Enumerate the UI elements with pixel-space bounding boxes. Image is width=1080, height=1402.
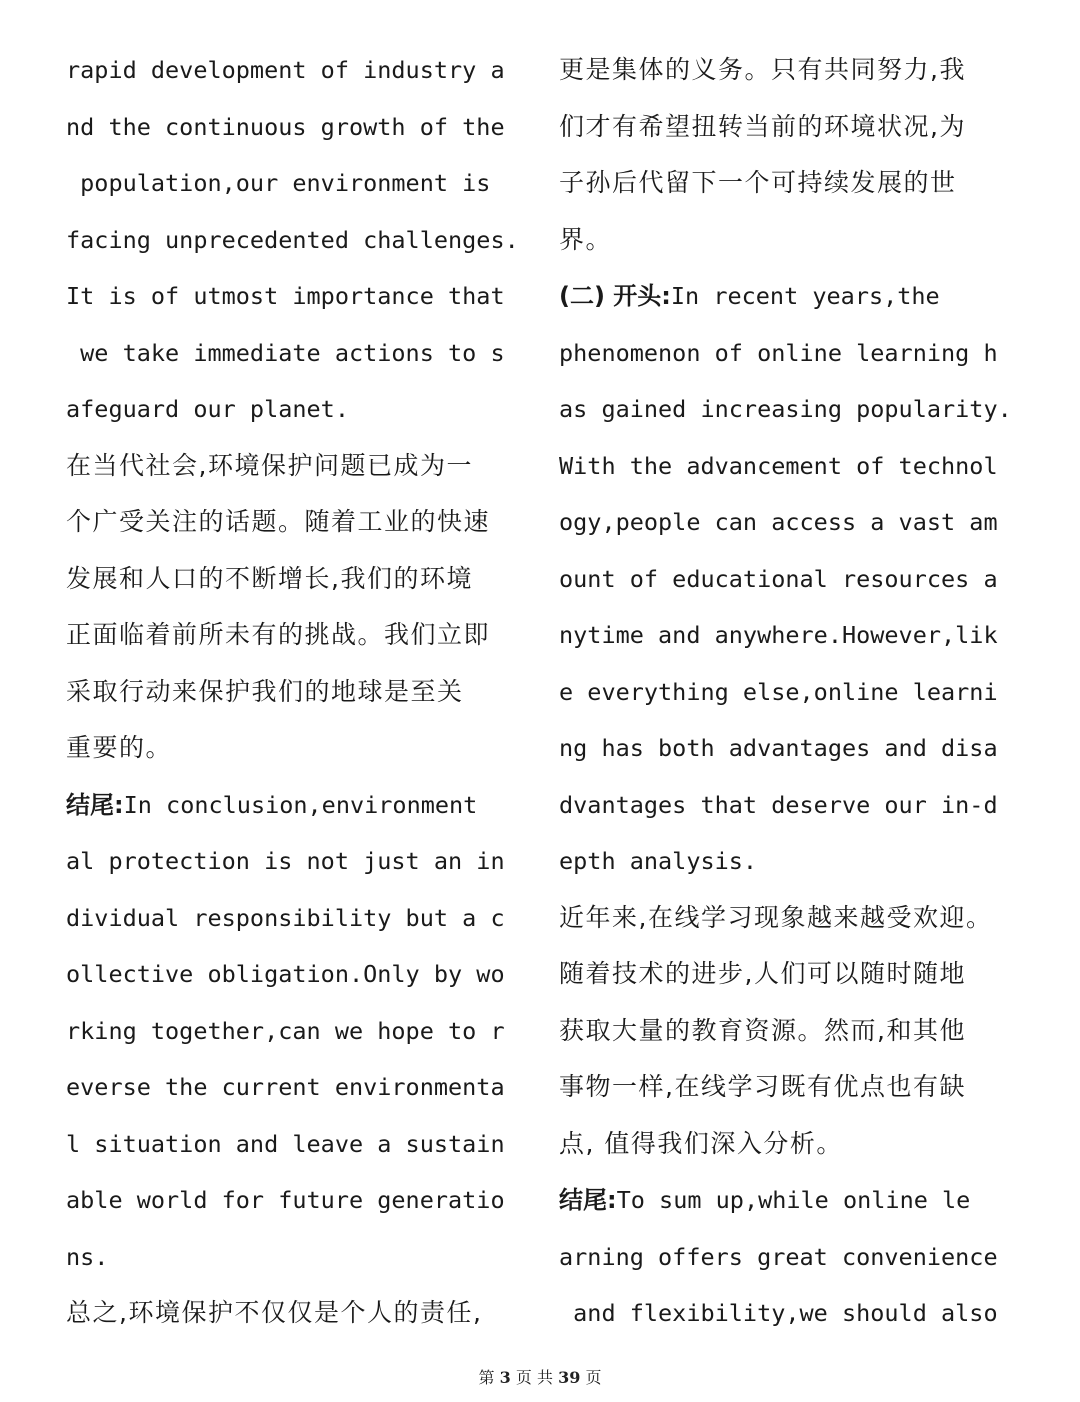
- text-line-zh: 更是集体的义务。只有共同努力,我: [559, 55, 966, 84]
- text-span: To sum up,while online le: [616, 1186, 971, 1214]
- text-line: e everything else,online learni: [559, 677, 998, 706]
- text-line: al protection is not just an in: [66, 847, 505, 875]
- text-line: phenomenon of online learning h: [559, 338, 998, 367]
- left-column: [66, 42, 536, 1342]
- text-line-zh: 正面临着前所未有的挑战。我们立即: [66, 620, 491, 649]
- text-line: afeguard our planet.: [66, 395, 349, 423]
- conclusion-heading-line: [559, 1172, 1037, 1229]
- text-line-zh: 重要的。: [66, 733, 173, 762]
- text-line: With the advancement of technol: [559, 451, 998, 480]
- text-line: we take immediate actions to s: [66, 338, 505, 367]
- section-heading-line: [559, 268, 1037, 325]
- text-line: rapid development of industry a: [66, 56, 505, 84]
- section2-label: (二) 开头:: [559, 282, 671, 310]
- text-line-zh: 子孙后代留下一个可持续发展的世: [559, 168, 957, 197]
- text-line: able world for future generatio: [66, 1186, 505, 1214]
- text-line: arning offers great convenience: [559, 1242, 998, 1271]
- text-line: everse the current environmenta: [66, 1073, 505, 1101]
- text-line: nytime and anywhere.However,lik: [559, 621, 998, 649]
- text-span: In conclusion,environment: [123, 790, 478, 819]
- text-line: ns.: [66, 1242, 109, 1271]
- text-line-zh: 界。: [559, 224, 613, 254]
- text-line-zh: 发展和人口的不断增长,我们的环境: [66, 563, 473, 593]
- total-pages-number: 39: [558, 1368, 581, 1387]
- conclusion-heading-line: [66, 777, 536, 834]
- text-line: ount of educational resources a: [559, 564, 998, 593]
- page-footer: [0, 1365, 1080, 1388]
- text-line-zh: 个广受关注的话题。随着工业的快速: [66, 507, 491, 536]
- text-line: ogy,people can access a vast am: [559, 508, 998, 536]
- conclusion-label: 结尾:: [66, 790, 124, 819]
- section2-conclusion-label: 结尾:: [559, 1186, 617, 1214]
- footer-suffix: 页: [585, 1368, 602, 1387]
- text-line: population,our environment is: [66, 169, 491, 197]
- text-line: ollective obligation.Only by wo: [66, 960, 505, 988]
- right-column: [559, 42, 1037, 1342]
- text-line-zh: 点, 值得我们深入分析。: [559, 1128, 843, 1158]
- text-line: dividual responsibility but a c: [66, 903, 505, 932]
- text-line-zh: 事物一样,在线学习既有优点也有缺: [559, 1072, 966, 1101]
- footer-prefix: 第: [478, 1368, 495, 1387]
- text-line-zh: 在当代社会,环境保护问题已成为一: [66, 450, 473, 480]
- text-line: It is of utmost importance that: [66, 282, 505, 310]
- text-span: In recent years,the: [670, 282, 940, 310]
- text-line-zh: 获取大量的教育资源。然而,和其他: [559, 1015, 966, 1045]
- text-line: l situation and leave a sustain: [66, 1129, 505, 1158]
- text-line: rking together,can we hope to r: [66, 1016, 505, 1045]
- text-line: epth analysis.: [559, 847, 758, 875]
- current-page-number: 3: [499, 1368, 511, 1387]
- text-line: nd the continuous growth of the: [66, 112, 505, 141]
- text-line-zh: 采取行动来保护我们的地球是至关: [66, 676, 464, 706]
- text-line: as gained increasing popularity.: [559, 395, 1012, 423]
- text-line-zh: 近年来,在线学习现象越来越受欢迎。: [559, 902, 993, 932]
- text-line-zh: 总之,环境保护不仅仅是个人的责任,: [66, 1298, 483, 1327]
- footer-middle: 页 共: [515, 1368, 553, 1387]
- text-line-zh: 们才有希望扭转当前的环境状况,为: [559, 111, 966, 141]
- text-line: dvantages that deserve our in-d: [559, 790, 998, 819]
- text-line: and flexibility,we should also: [559, 1299, 998, 1327]
- text-line-zh: 随着技术的进步,人们可以随时随地: [559, 959, 966, 988]
- text-line: ng has both advantages and disa: [559, 734, 998, 762]
- text-line: facing unprecedented challenges.: [66, 225, 519, 254]
